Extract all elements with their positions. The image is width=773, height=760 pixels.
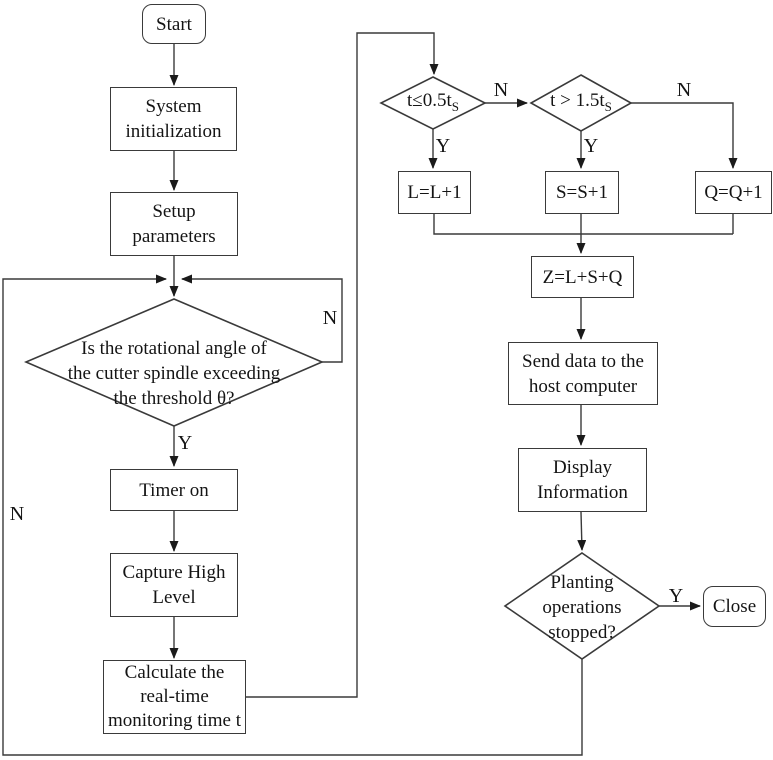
node-calculate-monitoring-time [103, 660, 246, 734]
node-capture-high-level [110, 553, 238, 617]
node-text-line: Setup [152, 201, 196, 222]
edge-label-angle-no: N [322, 307, 338, 329]
node-text-line: Send data to the [522, 350, 644, 372]
subscript-s: S [604, 98, 612, 114]
node-text-line: Q=Q+1 [704, 182, 763, 203]
node-text-line: Z=L+S+Q [542, 266, 623, 288]
node-l-increment [398, 171, 471, 214]
node-text-line: $t > 1.5t_S$ [550, 89, 612, 114]
node-text-line: Start [156, 13, 192, 35]
node-text-line: Information [537, 482, 628, 503]
node-angle-decision-text [34, 335, 314, 411]
node-text-line: operations [542, 596, 622, 618]
node-text-line: the threshold θ? [113, 387, 235, 409]
node-text-line: Display [552, 457, 613, 478]
edge-label-t-gt-yes: Y [583, 135, 599, 157]
edge-label-t-gt-no: N [676, 79, 692, 101]
edge-display-to-planting [581, 512, 582, 550]
node-s-increment [545, 171, 619, 214]
node-q-increment [695, 171, 772, 214]
node-text-line: real-time [140, 686, 209, 707]
node-text-line: L=L+1 [407, 182, 462, 203]
node-text-line: host computer [528, 375, 638, 397]
edge-label-t-le-no: N [493, 79, 509, 101]
node-text-line: Is the rotational angle of [81, 337, 267, 359]
node-setup-parameters [110, 192, 238, 256]
node-display-information [518, 448, 647, 512]
node-start [142, 4, 206, 44]
node-text-line: parameters [132, 226, 216, 247]
edge-label-planting-loop-no: N [9, 503, 25, 525]
node-z-sum [531, 256, 634, 298]
node-text-line: Level [152, 587, 196, 608]
node-text-line: monitoring time t [108, 710, 241, 731]
edge-label-planting-yes: Y [668, 585, 684, 607]
node-text-line: $t\le 0.5t_S$ [407, 89, 459, 114]
edge-label-t-le-yes: Y [435, 135, 451, 157]
node-text-line: Timer on [139, 479, 209, 501]
node-system-initialization [110, 87, 237, 151]
edge-l-drop-merge [434, 214, 733, 234]
node-send-data [508, 342, 658, 405]
node-text-line: stopped? [548, 621, 616, 643]
node-t-gt-decision-text [531, 89, 631, 117]
node-t-le-decision-text [383, 89, 483, 117]
subscript-s: S [451, 98, 459, 114]
node-text-line: System [145, 96, 202, 117]
node-planting-decision-text [522, 569, 642, 645]
node-close [703, 586, 766, 627]
edge-t-gt-no-to-q [631, 103, 733, 168]
node-text-line: Calculate the [124, 662, 225, 683]
node-text-line: Close [712, 596, 757, 617]
node-text-line: S=S+1 [555, 182, 609, 203]
node-text-line: the cutter spindle exceeding [67, 362, 281, 384]
node-text-line: Capture High [122, 562, 226, 583]
edge-label-angle-yes: Y [177, 432, 193, 454]
node-text-line: Planting [550, 571, 614, 593]
node-timer-on [110, 469, 238, 511]
node-text-line: initialization [125, 121, 222, 142]
